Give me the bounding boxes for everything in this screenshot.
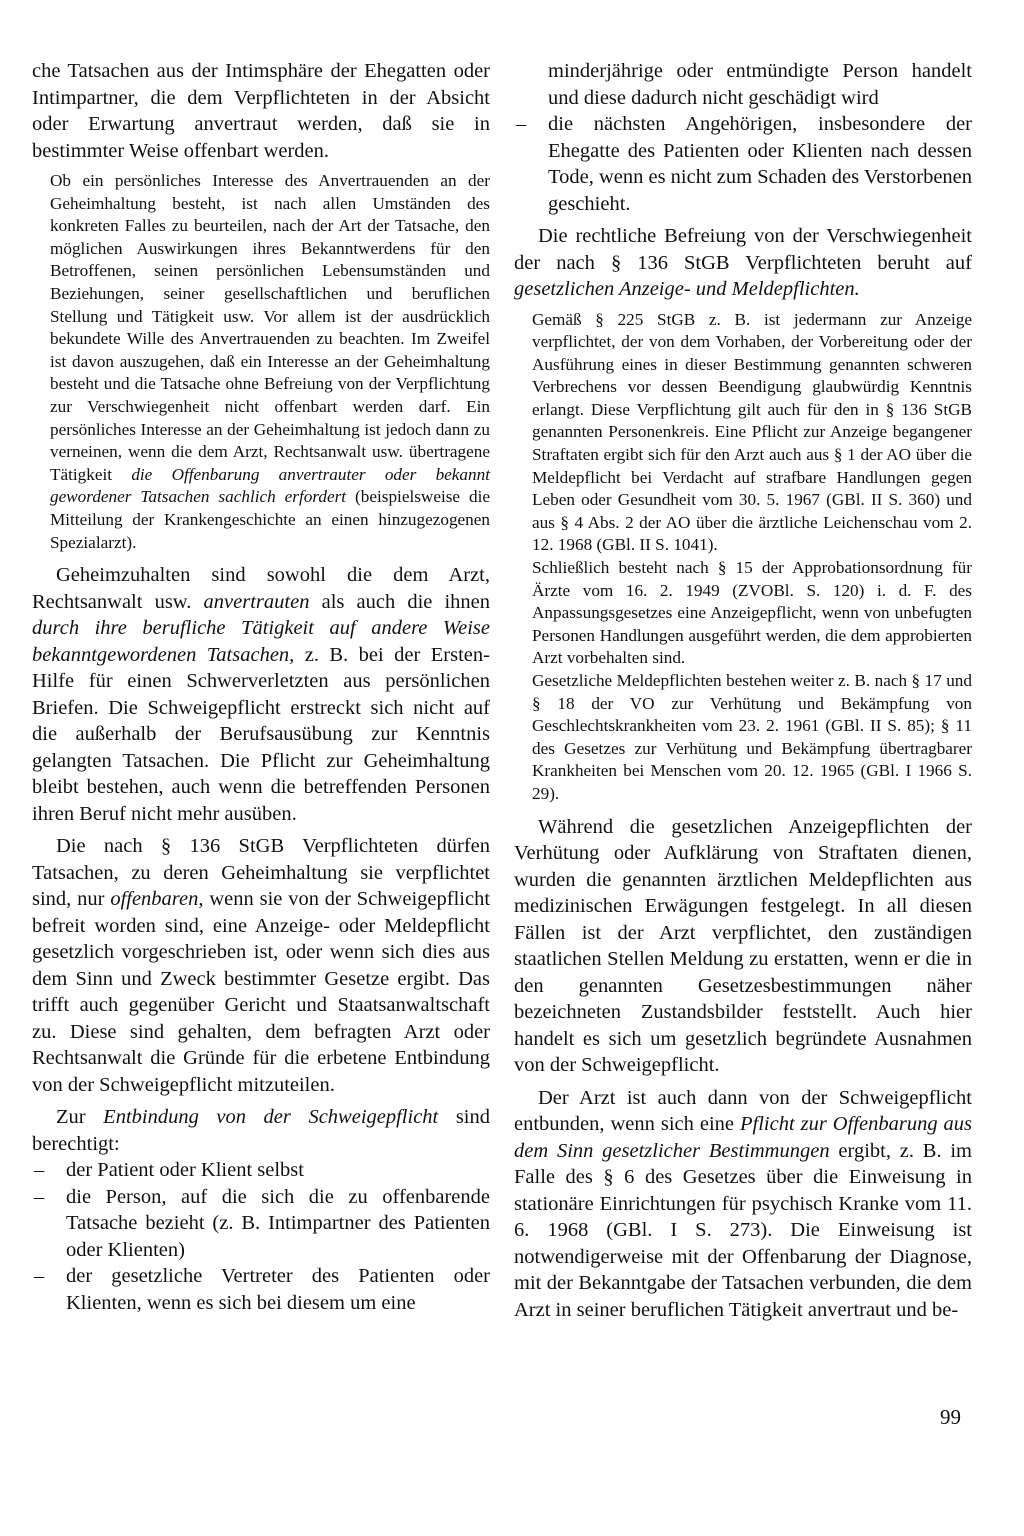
page-number: 99 — [940, 1405, 961, 1429]
paragraph: Zur Entbindung von der Schweigepflicht sind berechtigt: — [32, 1106, 490, 1155]
list-item: – die nächsten Angehörigen, insbesondere der Ehegatte des Patienten oder Klienten nach dessen Tode, wenn es nicht zum Schaden des Verstorbenen geschieht. — [514, 111, 972, 217]
paragraph: che Tatsachen aus der Intimsphäre der Ehegatten oder Intimpartner, die dem Verpflichteten in der Absicht oder Erwartung anvertraut werden, daß sie in bestimmter Weise offenbart werden. — [32, 60, 490, 162]
list-item-continuation: minderjährige oder entmündigte Person handelt und diese dadurch nicht geschädigt wird — [548, 60, 972, 109]
list-item: – der Patient oder Klient selbst — [32, 1157, 490, 1184]
right-column — [514, 58, 972, 1329]
dash-list — [514, 58, 972, 217]
small-print-note: Schließlich besteht nach § 15 der Approbationsordnung für Ärzte vom 16. 2. 1949 (ZVOBl. S. 120) i. d. F. des Anpassungsgesetzes eine Anzeigepflicht, wenn von unbefugten Personen Handlungen ausgeführt werden, die dem approbierten Arzt vorbehalten sind. — [532, 558, 972, 668]
small-print-note: Gesetzliche Meldepflichten bestehen weiter z. B. nach § 17 und § 18 der VO zur Verhütung und Bekämpfung von Geschlechtskrankheiten vom 23. 2. 1961 (GBl. II S. 85); § 11 des Gesetzes zur Verhütung und Bekämpfung übertragbarer Krankheiten bei Menschen vom 20. 12. 1965 (GBl. I 1966 S. 29). — [532, 671, 972, 803]
list-item: – die Person, auf die sich die zu offenbarende Tatsache bezieht (z. B. Intimpartner des Patienten oder Klienten) — [32, 1184, 490, 1264]
list-item: – der gesetzliche Vertreter des Patienten oder Klienten, wenn es sich bei diesem um eine — [32, 1263, 490, 1316]
small-print-note: Ob ein persönliches Interesse des Anvertrauenden an der Geheimhaltung besteht, ist nach allen Umständen des konkreten Falles zu beurteilen, nach der Art der Tatsache, den möglichen Auswirkungen ihres Bekanntwerdens für den Betroffenen, seinen persönlichen Lebensumständen und Beziehungen, seiner gesellschaftlichen und beruflichen Stellung und Tätigkeit usw. Vor allem ist der ausdrücklich bekundete Wille des Anvertrauenden zu beachten. Im Zweifel ist davon auszugehen, daß ein Interesse an der Geheimhaltung besteht und die Tatsache ohne Befreiung von der Verpflichtung zur Verschwiegenheit nicht offenbart werden darf. Ein persönliches Interesse an der Geheimhaltung ist jedoch dann zu verneinen, wenn die dem Arzt, Rechtsanwalt usw. übertragene Tätigkeit die Offenbarung anvertrauter oder bekannt gewordener Tatsachen sachlich erfordert (beispielsweise die Mitteilung der Krankengeschichte an einen hinzugezogenen Spezialarzt). — [50, 171, 490, 552]
small-print-note: Gemäß § 225 StGB z. B. ist jedermann zur Anzeige verpflichtet, der von dem Vorhaben, der Vorbereitung oder der Ausführung eines in dieser Bestimmung genannten schweren Verbrechens vor dessen Beendigung glaubwürdig Kenntnis erlangt. Diese Verpflichtung gilt auch für den in § 136 StGB genannten Personenkreis. Eine Pflicht zur Anzeige begangener Straftaten ergibt sich für den Arzt auch aus § 1 der AO über die Meldepflicht bei Verdacht auf strafbare Handlungen gegen Leben oder Gesundheit vom 30. 5. 1967 (GBl. II S. 360) und aus § 4 Abs. 2 der AO über die ärztliche Leichenschau vom 2. 12. 1968 (GBl. II S. 1041). — [532, 309, 972, 555]
dash-list — [32, 1157, 490, 1316]
paragraph: Während die gesetzlichen Anzeigepflichten der Verhütung oder Aufklärung von Straftaten dienen, wurden die genannten ärztlichen Meldepflichten aus medizinischen Erwägungen festgelegt. In all diesen Fällen ist der Arzt verpflichtet, den zuständigen staatlichen Stellen Meldung zu erstatten, wenn er die in den genannten Gesetzesbestimmungen näher bezeichneten Zustandsbilder feststellt. Auch hier handelt es sich um gesetzlich begründete Ausnahmen von der Schweigepflicht. — [514, 815, 972, 1077]
paragraph: Der Arzt ist auch dann von der Schweigepflicht entbunden, wenn sich eine Pflicht zur Offenbarung aus dem Sinn gesetzlicher Bestimmungen ergibt, z. B. im Falle des § 6 des Gesetzes über die Einweisung in stationäre Einrichtungen für psychisch Kranke vom 11. 6. 1968 (GBl. I S. 273). Die Einweisung ist notwendigerweise mit der Offenbarung der Diagnose, mit der Bekanntgabe der Tatsachen verbunden, die dem Arzt in seiner beruflichen Tätigkeit anvertraut und be- — [514, 1086, 973, 1321]
left-column — [32, 58, 490, 1322]
paragraph: Die rechtliche Befreiung von der Verschwiegenheit der nach § 136 StGB Verpflichteten beruht auf gesetzlichen Anzeige- und Meldepflichten. — [514, 225, 972, 300]
paragraph: Geheimzuhalten sind sowohl die dem Arzt, Rechtsanwalt usw. anvertrauten als auch die ihnen durch ihre berufliche Tätigkeit auf andere Weise bekanntgewordenen Tatsachen, z. B. bei der Ersten-Hilfe für einen Schwerverletzten aus persönlichen Briefen. Die Schweigepflicht erstreckt sich nicht auf die außerhalb der Berufsausübung zur Kenntnis gelangten Tatsachen. Die Pflicht zur Geheimhaltung bleibt bestehen, auch wenn die betreffenden Personen ihren Beruf nicht mehr ausüben. — [32, 564, 491, 825]
paragraph: Die nach § 136 StGB Verpflichteten dürfen Tatsachen, zu deren Geheimhaltung sie verpflichtet sind, nur offenbaren, wenn sie von der Schweigepflicht befreit worden sind, eine Anzeige- oder Meldepflicht gesetzlich vorgeschrieben ist, oder wenn sich dies aus dem Sinn und Zweck bestimmter Gesetze ergibt. Das trifft auch gegenüber Gericht und Staatsanwaltschaft zu. Diese sind gehalten, dem befragten Arzt oder Rechtsanwalt die Gründe für die erbetene Entbindung von der Schweigepflicht mitzuteilen. — [32, 835, 491, 1096]
